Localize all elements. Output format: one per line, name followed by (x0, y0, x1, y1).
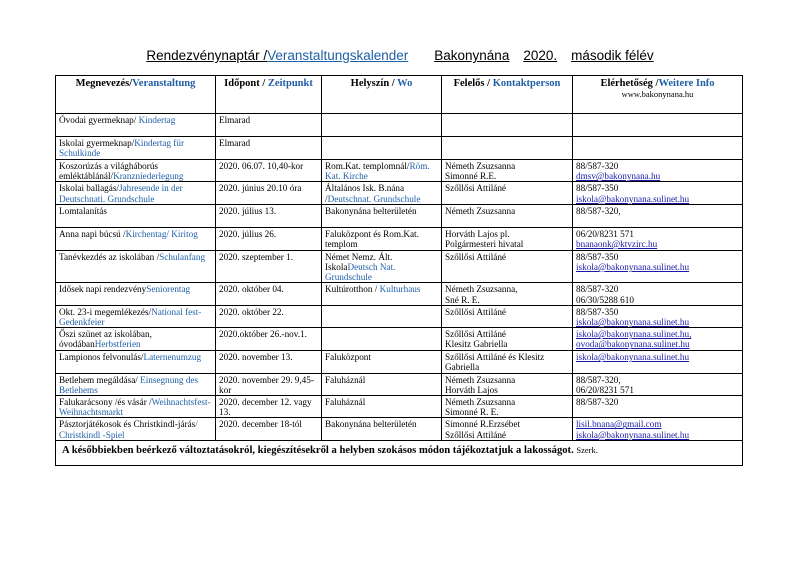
table-row (56, 250, 743, 283)
info-cell (573, 160, 743, 182)
time-cell: 2020. július 13. (216, 204, 322, 227)
info-line-2[interactable]: iskola@bakonynana.sulinet.hu (576, 262, 690, 273)
info-cell (573, 373, 743, 395)
info-line-2[interactable]: dmsv@bakonynana.hu (576, 171, 661, 182)
contact-cell: Németh Zsuzsanna Horváth Lajos (442, 373, 573, 395)
info-line-2[interactable]: ovoda@bakonynana.sulinet.hu (576, 339, 690, 350)
info-cell (573, 227, 743, 250)
place-cell: Bakonynána belterületén (322, 204, 442, 227)
event-cell: Idősek napi rendezvénySeniorentag (56, 283, 216, 305)
place-cell: Faluközpont (322, 351, 442, 373)
place-cell: Általános Isk. B.nána /Deutschnat. Grundschule (322, 182, 442, 204)
info-line-1: 88/587-320 (576, 161, 619, 171)
table-row (56, 351, 743, 373)
title-place: Bakonynána (434, 48, 510, 63)
time-cell: 2020. 06.07. 10,40-kor (216, 160, 322, 182)
info-cell (573, 137, 743, 160)
info-cell (573, 328, 743, 351)
contact-cell: Németh Zsuzsanna Simonné R. E. (442, 396, 573, 418)
contact-cell: Szőllősi Attiláné Klesitz Gabriella (442, 328, 573, 351)
contact-cell: Németh Zsuzsanna, Sné R. E. (442, 283, 573, 305)
table-row (56, 137, 743, 160)
event-cell: Tanévkezdés az iskolában /Schulanfang (56, 250, 216, 283)
place-cell: Német Nemz. Ált. IskolaDeutsch Nat. Grundschule (322, 250, 442, 283)
info-line-2[interactable]: iskola@bakonynana.sulinet.hu (576, 193, 690, 204)
title-hu: Rendezvénynaptár / (146, 48, 268, 63)
table-row (56, 204, 743, 227)
table-row (56, 160, 743, 182)
place-cell (322, 114, 442, 137)
place-cell: Faluközpont és Rom.Kat. templom (322, 227, 442, 250)
footer-row (56, 440, 743, 465)
contact-cell: Szőllősi Attiláné (442, 182, 573, 204)
info-line-1[interactable]: lisil.bnana@gmail.com (576, 419, 662, 430)
info-line-2: 06/30/5288 610 (576, 294, 634, 305)
info-cell (573, 418, 743, 440)
table-row (56, 328, 743, 351)
contact-cell: Simonné R.Erzsébet Szőllősi Attiláné (442, 418, 573, 440)
time-cell: 2020. november 13. (216, 351, 322, 373)
table-row (56, 114, 743, 137)
event-cell: Iskolai gyermeknap/Kindertag für Schulkinde (56, 137, 216, 160)
header-event: Megnevezés/Veranstaltung (56, 76, 216, 114)
info-cell (573, 114, 743, 137)
contact-cell: Horváth Lajos pl. Polgármesteri hivatal (442, 227, 573, 250)
time-cell: 2020. június 20.10 óra (216, 182, 322, 204)
contact-cell (442, 137, 573, 160)
footer-note: A későbbiekben beérkező változtatásokról, kiegészítésekről a helyben szokásos módon tájékoztatjuk a lakosságot. Szerk. (56, 440, 743, 465)
info-cell (573, 250, 743, 283)
info-cell (573, 351, 743, 373)
page-title (0, 48, 800, 63)
info-line-1: 88/587-320 (576, 284, 619, 295)
place-cell (322, 305, 442, 327)
table-row (56, 373, 743, 395)
place-cell: Bakonynána belterületén (322, 418, 442, 440)
contact-cell: Németh Zsuzsanna Simonné R.E. (442, 160, 573, 182)
contact-cell (442, 114, 573, 137)
event-cell: Pásztorjátékosok és Christkindl-járás/ Christkindl -Spiel (56, 418, 216, 440)
table-header-row (56, 76, 743, 114)
time-cell: 2020. július 26. (216, 227, 322, 250)
place-cell: Faluháznál (322, 373, 442, 395)
contact-cell: Szőllősi Attiláné és Klesitz Gabriella (442, 351, 573, 373)
info-cell (573, 283, 743, 305)
time-cell: 2020.október 26.-nov.1. (216, 328, 322, 351)
info-cell (573, 204, 743, 227)
table-row (56, 283, 743, 305)
event-cell: Iskolai ballagás/Jahresende in der Deutschnati. Grundschule (56, 182, 216, 204)
table-row (56, 418, 743, 440)
contact-cell: Szőllősi Attiláné (442, 305, 573, 327)
place-cell: Kultúrotthon / Kulturhaus (322, 283, 442, 305)
time-cell: 2020. november 29. 9,45-kor (216, 373, 322, 395)
header-time: Időpont / Zeitpunkt (216, 76, 322, 114)
info-line-1: 06/20/8231 571 (576, 228, 634, 239)
title-de: Veranstaltungskalender (267, 48, 409, 63)
time-cell: 2020. december 12. vagy 13. (216, 396, 322, 418)
table-row (56, 305, 743, 327)
info-line-2[interactable]: iskola@bakonynana.sulinet.hu (576, 429, 690, 440)
header-place: Helyszín / Wo (322, 76, 442, 114)
time-cell: 2020. december 18-tól (216, 418, 322, 440)
event-cell: Lomtalanítás (56, 204, 216, 227)
info-line-2[interactable]: iskola@bakonynana.sulinet.hu (576, 317, 690, 328)
info-line-1[interactable]: iskola@bakonynana.sulinet.hu, (576, 329, 692, 340)
title-year: 2020. (523, 48, 558, 63)
info-line-1[interactable]: iskola@bakonynana.sulinet.hu (576, 352, 690, 363)
title-semester: második félév (571, 48, 654, 63)
info-line-2: 06/20/8231 571 (576, 384, 634, 395)
time-cell: Elmarad (216, 114, 322, 137)
event-cell: Anna napi búcsú /Kirchentag/ Kiritog (56, 227, 216, 250)
table-row (56, 227, 743, 250)
event-cell: Lampionos felvonulás/Laternenumzug (56, 351, 216, 373)
place-cell (322, 137, 442, 160)
info-line-2[interactable]: bnanaonk@ktvzirc.hu (576, 239, 658, 250)
event-cell: Okt. 23-i megemlékezés/National fest-Gedenkfeier (56, 305, 216, 327)
header-contact: Felelős / Kontaktperson (442, 76, 573, 114)
event-cell: Koszorúzás a világháborús emléktáblánál/Kranzniederlegung (56, 160, 216, 182)
event-cell: Őszi szünet az iskolában, óvodábanHerbstferien (56, 328, 216, 351)
info-line-1: 88/587-350 (576, 306, 619, 317)
info-line-1: 88/587-350 (576, 251, 619, 262)
event-cell: Óvodai gyermeknap/ Kindertag (56, 114, 216, 137)
place-cell: Faluháznál (322, 396, 442, 418)
event-calendar-table (55, 75, 743, 466)
contact-cell: Németh Zsuzsanna (442, 204, 573, 227)
info-line-1: 88/587-320 (576, 397, 619, 408)
info-cell (573, 305, 743, 327)
time-cell: 2020. szeptember 1. (216, 250, 322, 283)
info-cell (573, 182, 743, 204)
time-cell: 2020. október 22. (216, 305, 322, 327)
table-row (56, 182, 743, 204)
contact-cell: Szőllősi Attiláné (442, 250, 573, 283)
time-cell: 2020. október 04. (216, 283, 322, 305)
event-cell: Falukarácsony /és vásár /Weihnachtsfest-Weihnachtsmarkt (56, 396, 216, 418)
info-line-1: 88/587-320, (576, 205, 621, 216)
info-cell (573, 396, 743, 418)
event-cell: Betlehem megáldása/ Einsegnung des Betlehems (56, 373, 216, 395)
info-line-1: 88/587-350 (576, 183, 619, 194)
place-cell: Rom.Kat. templomnál/Röm. Kat. Kirche (322, 160, 442, 182)
time-cell: Elmarad (216, 137, 322, 160)
info-line-1: 88/587-320, (576, 374, 621, 385)
header-info: Elérhetőség /Weitere Info www.bakonynana.hu (573, 76, 743, 114)
table-row (56, 396, 743, 418)
place-cell (322, 328, 442, 351)
